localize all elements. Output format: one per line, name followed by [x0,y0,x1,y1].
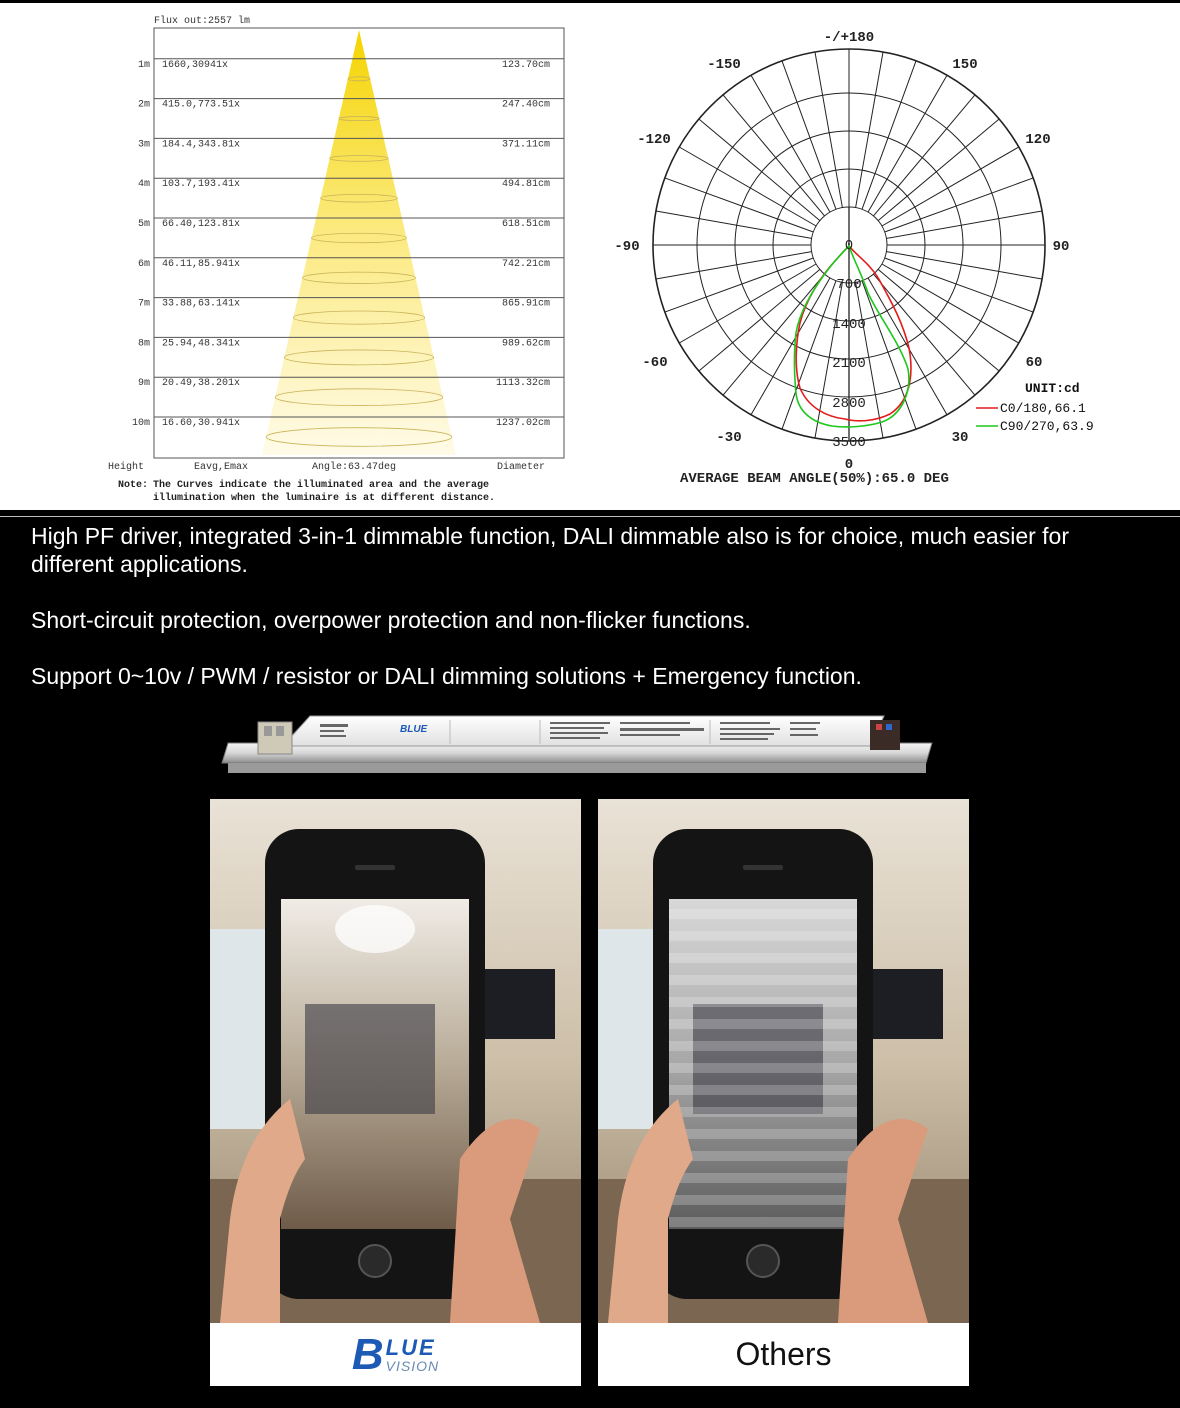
height-label: 7m [137,298,150,310]
polar-spoke [656,211,812,238]
blue-vision-logo [352,1330,439,1380]
polar-spoke [665,258,813,312]
brand-comparison-card [210,799,581,1386]
height-label: 3m [137,139,150,151]
polar-spoke [885,258,1033,312]
polar-spoke [862,281,916,429]
radial-tick-label: 700 [836,277,862,293]
brand-logo-vision: VISION [385,1357,440,1374]
height-label: 5m [137,219,150,230]
unit-label: UNIT:cd [1025,381,1080,396]
feature-list [31,522,1151,718]
radial-tick-label: 2800 [832,396,866,412]
beam-angle-label: AVERAGE BEAM ANGLE(50%):65.0 DEG [680,471,949,487]
illuminance-label: 1660,30941x [162,59,229,71]
diameter-label: 123.70cm [501,59,550,71]
illuminance-label: 20.49,38.201x [162,378,241,390]
others-caption [598,1323,969,1386]
polar-spoke [886,211,1042,238]
polar-spoke [856,52,883,208]
angle-tick-label: -150 [707,57,741,73]
brand-logo-lue: LUE [385,1334,436,1360]
angle-tick-label: 60 [1025,355,1043,371]
feature-text: Short-circuit protection, overpower protection and non-flicker functions. [31,607,751,633]
illuminance-label: 16.60,30.941x [162,418,241,429]
illuminance-label: 33.88,63.141x [162,298,241,310]
series-c0-curve [796,246,911,421]
height-label: 2m [137,99,150,111]
legend-c90: C90/270,63.9 [1000,419,1094,434]
legend-c0: C0/180,66.1 [1000,401,1086,416]
height-label: 8m [137,338,150,350]
feature-text: High PF driver, integrated 3-in-1 dimmable function, DALI dimmable also is for choice, much easier for different applications. [31,523,1070,577]
diameter-label: 494.81cm [501,179,550,191]
polar-spoke [862,61,916,209]
svg-text:BLUE: BLUE [400,724,428,735]
height-label: 4m [137,179,150,191]
diameter-label: 989.62cm [501,338,550,350]
illuminance-label: 46.11,85.941x [162,258,241,270]
brand-caption [210,1323,581,1386]
others-comparison-card [598,799,969,1386]
diameter-label: 247.40cm [501,99,550,111]
height-label: 10m [131,418,150,429]
illuminance-label: 184.4,343.81x [162,139,241,151]
polar-spoke [656,252,812,279]
height-header: Height [108,462,145,473]
diameter-label: 618.51cm [501,219,550,230]
illuminance-label: 25.94,48.341x [162,338,241,350]
diameter-label: 1113.32cm [495,378,550,390]
diameter-header: Diameter [497,462,546,473]
height-label: 6m [137,258,150,270]
angle-tick-label: 90 [1052,239,1070,255]
polar-spoke [665,178,813,232]
others-label: Others [735,1336,832,1372]
brand-logo-letter: B [351,1329,384,1379]
diameter-label: 865.91cm [501,298,550,310]
radial-tick-label: 2100 [832,356,866,372]
height-label: 9m [137,378,150,390]
polar-spoke [885,178,1033,232]
angle-header: Angle:63.47deg [312,462,397,473]
angle-tick-label: 0 [844,457,854,473]
polar-spoke [782,61,836,209]
note-line-2: illumination when the luminaire is at different distance. [153,493,496,504]
diameter-label: 742.21cm [501,258,550,270]
illuminance-label: 66.40,123.81x [162,219,241,230]
illuminance-label: 103.7,193.41x [162,179,241,191]
polar-candela-chart [600,3,1180,513]
eavg-header: Eavg,Emax [194,462,249,473]
angle-tick-label: -90 [614,239,640,255]
illuminance-label: 415.0,773.51x [162,99,241,111]
diameter-label: 371.11cm [501,139,550,151]
note-prefix: Note: [118,480,149,491]
angle-tick-label: 150 [952,57,978,73]
diameter-label: 1237.02cm [495,418,550,429]
flicker-free-photo [210,799,581,1323]
feature-text: Support 0~10v / PWM / resistor or DALI dimming solutions + Emergency function. [31,663,862,689]
radial-tick-label: 3500 [832,435,866,451]
height-label: 1m [137,59,150,71]
angle-tick-label: 30 [951,430,969,446]
flux-label: Flux out:2557 lm [154,16,251,27]
radial-tick-label: 0 [844,238,854,254]
polar-spoke [886,252,1042,279]
illuminance-cone-chart [0,3,600,513]
angle-tick-label: -60 [642,355,668,371]
angle-tick-label: -/+180 [823,30,875,46]
angle-tick-label: 120 [1025,132,1051,148]
polar-spoke [782,281,836,429]
angle-tick-label: -30 [716,430,742,446]
note-line-1: The Curves indicate the illuminated area and the average [153,480,490,491]
section-divider [0,516,1180,517]
led-driver-product-image [220,708,940,780]
radial-tick-label: 1400 [832,317,866,333]
flicker-photo [598,799,969,1323]
angle-tick-label: -120 [637,132,671,148]
photometric-panel [0,0,1180,510]
polar-spoke [815,52,842,208]
